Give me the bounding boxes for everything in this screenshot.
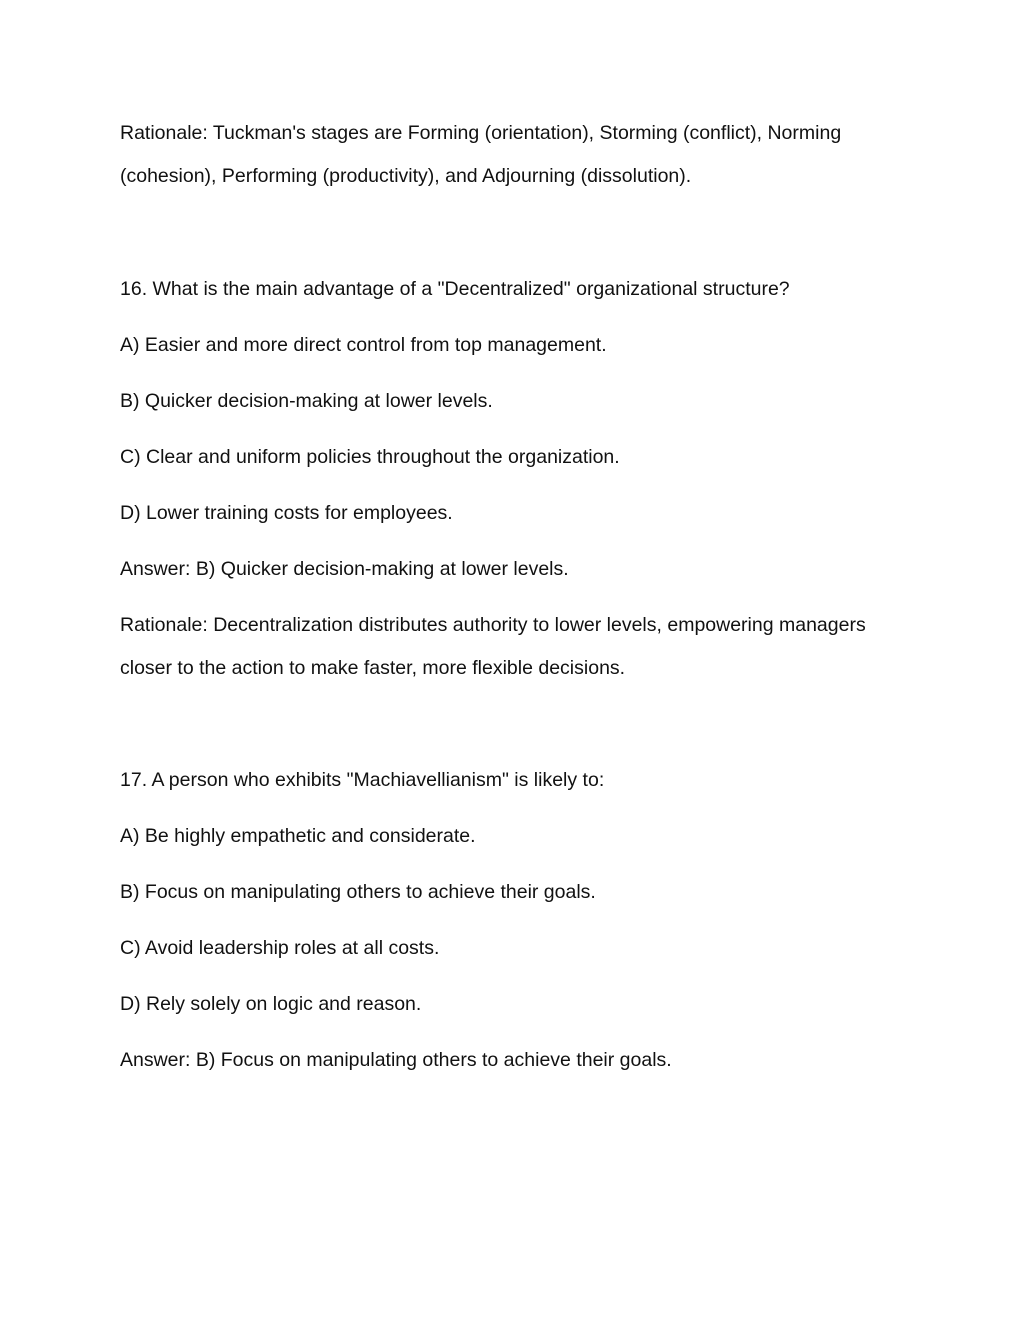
- question-16: 16. What is the main advantage of a "Decentralized" organizational structure?: [120, 278, 790, 300]
- rationale-q15: Rationale: Tuckman's stages are Forming (orientation), Storming (conflict), Norming (cohesion), Performing (productivity), and Adjourning (dissolution).: [120, 122, 842, 187]
- q16-option-d: D) Lower training costs for employees.: [120, 502, 453, 524]
- q16-option-a: A) Easier and more direct control from top management.: [120, 334, 607, 356]
- q17-option-b: B) Focus on manipulating others to achieve their goals.: [120, 881, 596, 903]
- question-17: 17. A person who exhibits "Machiavellianism" is likely to:: [120, 769, 605, 791]
- q17-option-c: C) Avoid leadership roles at all costs.: [120, 937, 440, 959]
- q16-answer: Answer: B) Quicker decision-making at lower levels.: [120, 558, 569, 580]
- q16-rationale: Rationale: Decentralization distributes authority to lower levels, empowering managers closer to the action to make faster, more flexible decisions.: [120, 614, 866, 679]
- q17-option-d: D) Rely solely on logic and reason.: [120, 993, 422, 1015]
- q17-answer: Answer: B) Focus on manipulating others to achieve their goals.: [120, 1049, 672, 1071]
- q16-option-c: C) Clear and uniform policies throughout the organization.: [120, 446, 620, 468]
- q16-option-b: B) Quicker decision-making at lower levels.: [120, 390, 493, 412]
- q17-option-a: A) Be highly empathetic and considerate.: [120, 825, 476, 847]
